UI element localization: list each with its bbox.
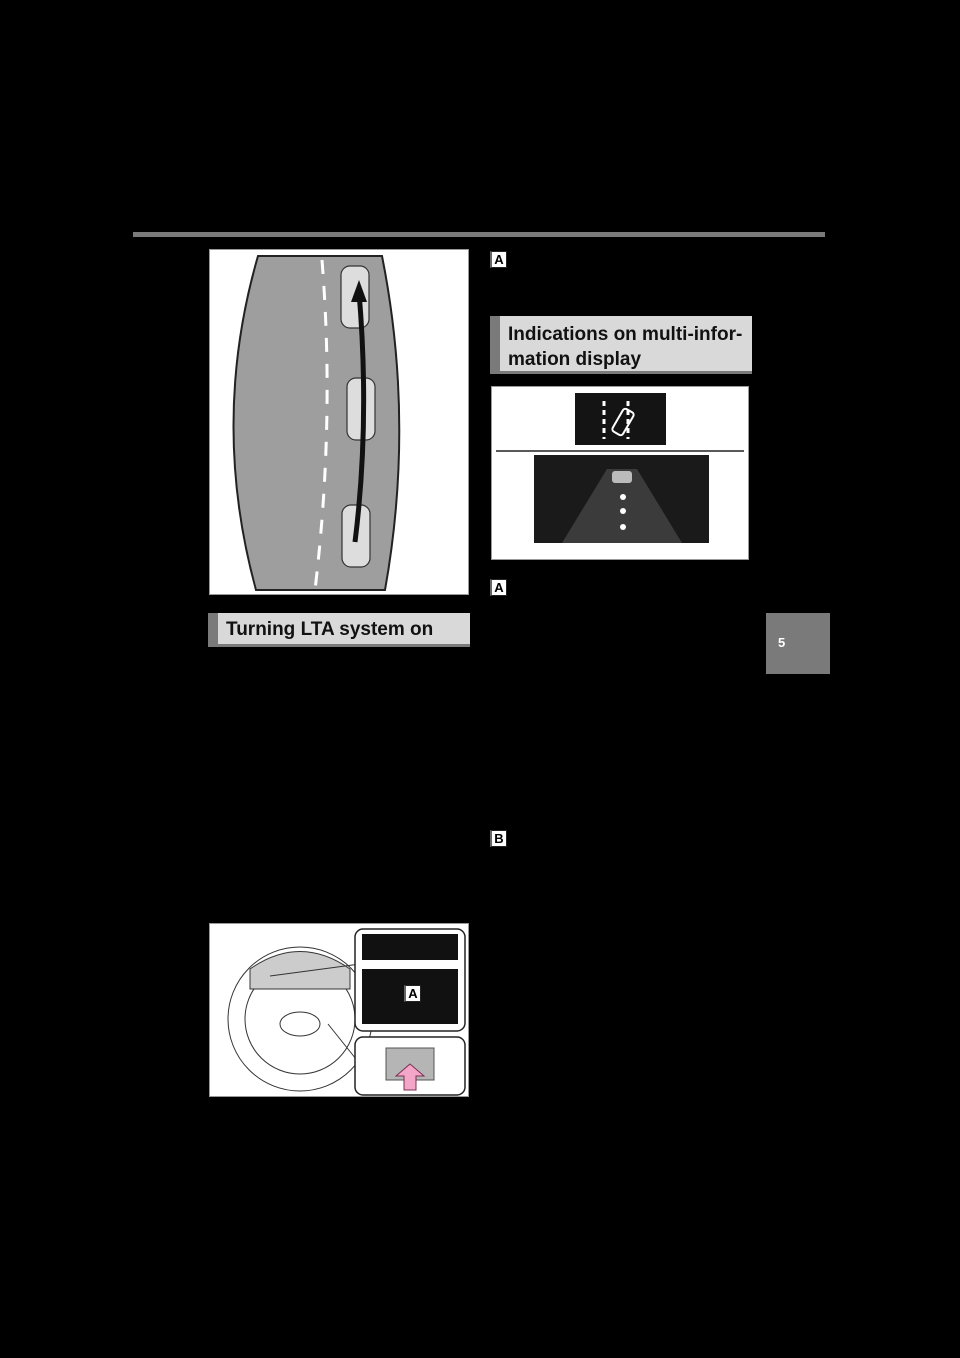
lane-keeping-road-illustration (209, 249, 469, 595)
header-rule (133, 232, 825, 237)
steering-switch-illustration (209, 923, 469, 1097)
road-figure (210, 250, 468, 594)
chapter-tab: 5 (766, 613, 830, 674)
section-heading-indications: Indications on multi-infor- mation display (490, 316, 752, 374)
multi-info-display-illustration (491, 386, 749, 560)
callout-b-list: B (490, 830, 507, 847)
callout-a-list: A (490, 579, 507, 596)
callout-a: A (404, 985, 421, 1002)
callout-a-top: A (490, 251, 507, 268)
section-heading-turning-lta-on: Turning LTA system on (208, 613, 470, 647)
